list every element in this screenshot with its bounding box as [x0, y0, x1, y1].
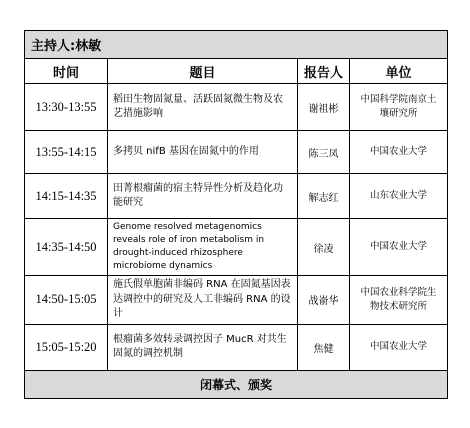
- table-row: [25, 324, 448, 370]
- topic-cell: 施氏假单胞菌非编码 RNA 在固氮基因表达调控中的研究及人工非编码 RNA 的设计: [108, 276, 298, 325]
- table-row: [25, 131, 448, 174]
- topic-cell: 田菁根瘤菌的宿主特异性分析及趋化功能研究: [108, 174, 298, 219]
- unit-cell: 中国农业大学: [350, 219, 448, 276]
- topic-cell: 稻田生物固氮量、活跃固氮微生物及农艺措施影响: [108, 84, 298, 131]
- time-cell: 13:30-13:55: [25, 84, 108, 131]
- unit-cell: 中国农业大学: [350, 131, 448, 174]
- closing-label: 闭幕式、颁奖: [25, 370, 448, 398]
- topic-cell: Genome resolved metagenomics reveals role of iron metabolism in drought-induced rhizosphere microbiome dynamics: [108, 219, 298, 276]
- time-cell: 14:35-14:50: [25, 219, 108, 276]
- time-cell: 13:55-14:15: [25, 131, 108, 174]
- schedule-table: [24, 30, 448, 399]
- header-row: [25, 59, 448, 84]
- header-unit: 单位: [350, 59, 448, 84]
- time-cell: 15:05-15:20: [25, 324, 108, 370]
- reporter-cell: 陈三凤: [298, 131, 350, 174]
- table-row: [25, 84, 448, 131]
- unit-cell: 山东农业大学: [350, 174, 448, 219]
- unit-cell: 中国科学院南京土壤研究所: [350, 84, 448, 131]
- reporter-cell: 战嵛华: [298, 276, 350, 325]
- closing-row: [25, 370, 448, 398]
- time-cell: 14:50-15:05: [25, 276, 108, 325]
- reporter-cell: 谢祖彬: [298, 84, 350, 131]
- host-row: [25, 31, 448, 59]
- reporter-cell: 徐凌: [298, 219, 350, 276]
- reporter-cell: 焦健: [298, 324, 350, 370]
- unit-cell: 中国农业科学院生物技术研究所: [350, 276, 448, 325]
- topic-cell: 根瘤菌多效转录调控因子 MucR 对共生固氮的调控机制: [108, 324, 298, 370]
- unit-cell: 中国农业大学: [350, 324, 448, 370]
- time-cell: 14:15-14:35: [25, 174, 108, 219]
- topic-cell: 多拷贝 nifB 基因在固氮中的作用: [108, 131, 298, 174]
- header-topic: 题目: [108, 59, 298, 84]
- table-row: [25, 276, 448, 325]
- header-time: 时间: [25, 59, 108, 84]
- table-row: [25, 219, 448, 276]
- reporter-cell: 解志红: [298, 174, 350, 219]
- host-label: 主持人:林敏: [25, 31, 448, 59]
- header-reporter: 报告人: [298, 59, 350, 84]
- table-row: [25, 174, 448, 219]
